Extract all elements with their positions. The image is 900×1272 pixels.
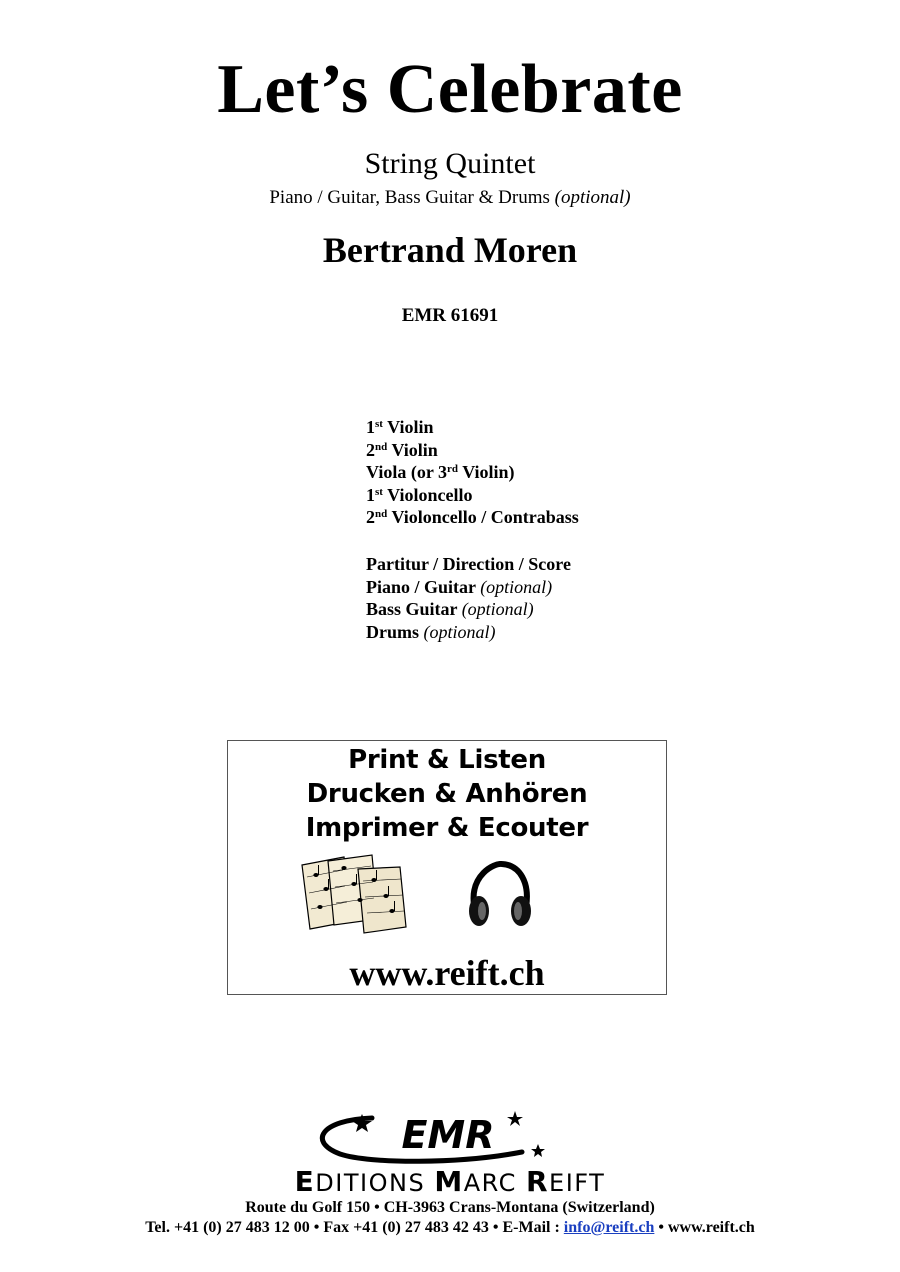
publisher-address: Route du Golf 150 • CH-3963 Crans-Montana (Switzerland) (245, 1199, 655, 1216)
other-parts-list (366, 553, 766, 643)
part-item: 1st Violoncello (366, 484, 473, 505)
promo-website[interactable]: www.reift.ch (349, 953, 545, 993)
catalog-number: EMR 61691 (401, 305, 499, 326)
instrumentation-main: Piano / Guitar, Bass Guitar & Drums (269, 187, 550, 208)
emr-logo (310, 1108, 550, 1168)
part-item: Partitur / Direction / Score (366, 554, 571, 574)
string-parts-list (366, 416, 766, 529)
part-item: 1st Violin (366, 417, 434, 437)
headphones-icon (464, 861, 534, 929)
instrumentation-optional: (optional) (554, 187, 631, 208)
publisher-contact (0, 1218, 900, 1238)
part-item: 2nd Violoncello / Contrabass (366, 507, 579, 528)
print-and-listen-box (227, 740, 667, 995)
score-title: Let’s Celebrate (217, 51, 683, 128)
contact-website: • www.reift.ch (654, 1219, 755, 1236)
publisher-name: EDITIONS MARC REIFT (294, 1165, 606, 1198)
promo-line-french: Imprimer & Ecouter (305, 813, 589, 843)
contact-phone-fax: Tel. +41 (0) 27 483 12 00 • Fax +41 (0) 27 483 42 43 • E-Mail : (145, 1219, 564, 1236)
promo-line-german: Drucken & Anhören (306, 779, 588, 809)
part-item: Drums (optional) (366, 621, 496, 642)
part-item: Piano / Guitar (optional) (366, 576, 553, 597)
email-link[interactable]: info@reift.ch (563, 1219, 655, 1236)
part-item: Viola (or 3rd Violin) (366, 462, 515, 483)
promo-line-english: Print & Listen (348, 745, 546, 775)
ensemble-subtitle: String Quintet (364, 147, 536, 180)
sheet-music-icon (298, 853, 410, 935)
part-item: 2nd Violin (366, 439, 438, 460)
composer-name: Bertrand Moren (322, 230, 578, 270)
emr-logo-text: EMR (401, 1113, 495, 1157)
instrumentation-line (0, 186, 900, 210)
part-item: Bass Guitar (optional) (366, 599, 534, 620)
